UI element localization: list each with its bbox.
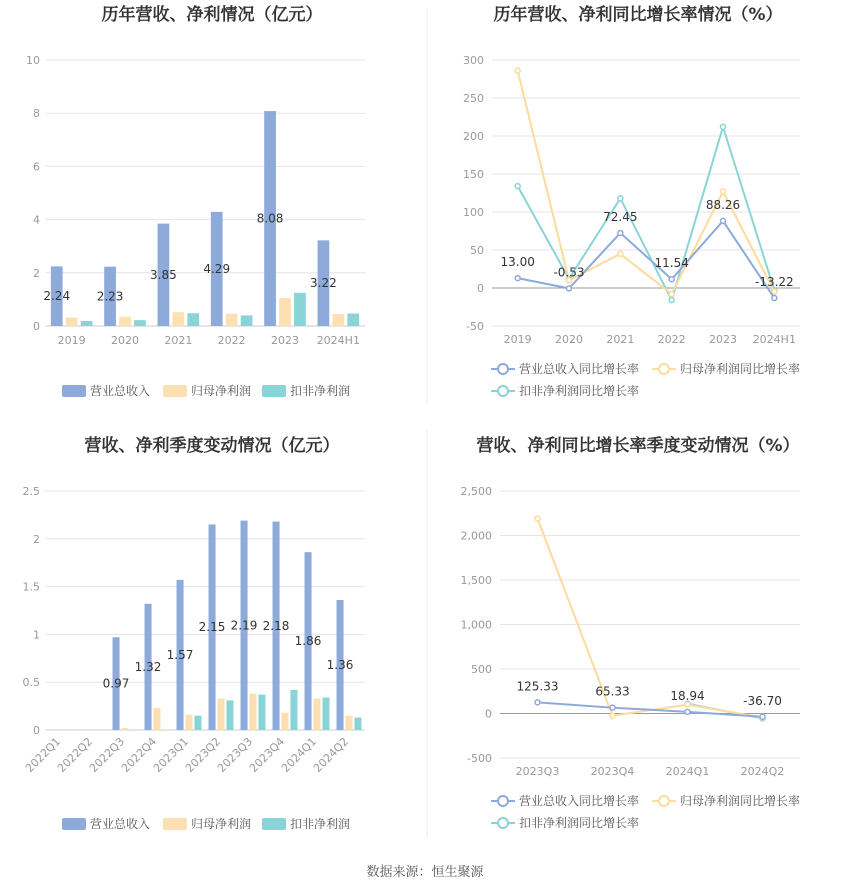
x-tick-label: 2024Q1 [279,734,320,775]
x-tick-label: 2022Q1 [23,734,64,775]
y-tick-label: 0.5 [22,676,40,690]
y-tick-label: 200 [463,130,484,143]
x-tick-label: 2023 [709,333,737,346]
bar-net-profit [281,713,288,730]
data-point [760,714,765,719]
x-tick-label: 2023Q3 [515,765,560,778]
y-tick-label: 0 [485,707,492,721]
x-tick-label: 2022 [657,333,686,346]
y-tick-label: -50 [466,320,484,333]
data-label: -0.53 [553,265,585,280]
data-label: 8.08 [256,211,284,226]
chart-title: 营收、净利季度变动情况（亿元） [84,436,340,456]
bar-net-profit [66,317,78,326]
x-tick-label: 2020 [111,334,139,347]
data-label: 72.45 [603,209,638,224]
bar-deducted-profit [322,697,329,730]
data-point [610,713,615,718]
data-label: 2.23 [96,289,124,304]
data-label: 65.33 [595,684,630,699]
bar-net-profit [332,314,344,326]
bar-deducted-profit [347,313,359,326]
y-tick-label: 1,500 [460,574,492,587]
series-line-net-profit-growth [538,519,763,718]
y-tick-label: 150 [463,168,484,181]
bar-deducted-profit [354,718,361,730]
legend-label: 归母净利润 [191,817,252,831]
bar-net-profit [119,317,131,326]
legend-label: 归母净利润同比增长率 [680,794,801,808]
series-line-revenue-growth [518,221,775,298]
data-point [772,289,777,294]
bar-deducted-profit [258,695,265,730]
x-tick-label: 2022Q3 [87,734,128,775]
data-point [535,700,540,705]
legend-label: 营业总收入 [90,817,151,831]
x-tick-label: 2019 [503,333,532,346]
data-label: -36.70 [743,693,782,708]
legend-swatch [262,818,286,830]
x-tick-label: 2023Q4 [590,765,635,778]
x-tick-label: 2024Q2 [740,765,785,778]
bar-net-profit [249,694,256,730]
data-point [772,296,777,301]
x-tick-label: 2024Q2 [311,734,352,775]
data-point [610,705,615,710]
data-label: 88.26 [705,197,741,212]
y-tick-label: 8 [33,107,40,121]
bar-deducted-profit [294,293,306,326]
x-tick-label: 2024H1 [752,333,796,346]
data-label: 1.36 [326,657,354,672]
data-point [721,218,726,223]
data-point [618,196,623,201]
y-tick-label: 4 [33,213,40,227]
data-point [721,124,726,129]
legend-swatch [163,385,187,397]
y-tick-label: 300 [463,54,484,67]
x-tick-label: 2023Q2 [183,734,224,775]
y-tick-label: 1,000 [460,618,492,632]
y-tick-label: 2,500 [460,485,492,498]
y-tick-label: 250 [463,92,484,105]
legend-swatch [262,385,286,397]
data-point [669,277,674,282]
data-point [515,68,520,73]
data-point [721,189,726,194]
legend-swatch [62,385,86,397]
legend-marker [659,796,669,806]
bar-net-profit [121,728,128,730]
x-tick-label: 2021 [606,333,635,346]
x-tick-label: 2022Q4 [119,734,160,775]
bar-deducted-profit [194,716,201,730]
data-label: 2.19 [230,618,258,633]
data-point [685,702,690,707]
data-source-label: 数据来源：恒生聚源 [366,865,484,880]
y-tick-label: 2,000 [460,529,492,543]
bar-deducted-profit [290,690,297,730]
data-point [618,251,623,256]
bar-net-profit [279,298,291,326]
bar-deducted-profit [241,315,253,326]
chart-title: 历年营收、净利同比增长率情况（%） [493,5,783,25]
legend-label: 扣非净利润同比增长率 [519,816,640,830]
legend-label: 扣非净利润 [290,384,351,398]
bar-net-profit [313,698,320,730]
data-point [669,292,674,297]
x-tick-label: 2023Q3 [215,734,256,775]
y-tick-label: 0 [33,320,40,333]
bar-net-profit [185,715,192,730]
y-tick-label: 500 [471,663,492,676]
bar-deducted-profit [226,700,233,730]
data-point [535,516,540,521]
bar-deducted-profit [134,320,146,326]
data-label: 1.86 [294,634,322,649]
y-tick-label: 0 [33,724,40,737]
x-tick-label: 2024H1 [316,334,360,347]
x-tick-label: 2024Q1 [665,765,710,778]
data-label: 11.54 [654,256,689,271]
bar-net-profit [153,708,160,730]
data-label: 2.18 [262,618,290,633]
bar-net-profit [217,698,224,730]
legend-marker [498,796,508,806]
legend-swatch [62,818,86,830]
x-tick-label: 2021 [164,334,193,347]
y-tick-label: 1.5 [22,580,40,594]
legend-label: 归母净利润同比增长率 [680,362,801,376]
legend-swatch [163,818,187,830]
y-tick-label: 50 [470,244,484,257]
y-tick-label: -500 [467,752,492,765]
legend-label: 营业总收入同比增长率 [519,794,640,808]
series-line-revenue-growth [538,702,763,716]
data-label: 3.85 [150,267,177,282]
y-tick-label: 10 [26,54,40,67]
data-label: 13.00 [500,255,535,270]
x-tick-label: 2023Q1 [151,734,192,775]
legend-marker [498,818,508,828]
y-tick-label: 2.5 [22,485,40,498]
bar-deducted-profit [81,321,93,326]
legend-label: 归母净利润 [191,384,252,398]
legend-label: 营业总收入同比增长率 [519,362,640,376]
data-label: 2.24 [43,289,71,304]
y-tick-label: 2 [33,532,40,546]
data-label: 2.15 [198,620,226,635]
y-tick-label: 6 [33,160,40,174]
data-label: 0.97 [102,676,130,691]
data-point [515,184,520,189]
bar-deducted-profit [187,313,199,326]
y-tick-label: 1 [33,628,40,642]
data-label: 18.94 [670,688,705,703]
data-point [567,286,572,291]
chart-title: 历年营收、净利情况（亿元） [101,5,323,25]
x-tick-label: 2023Q4 [247,734,288,775]
chart-title: 营收、净利同比增长率季度变动情况（%） [476,436,800,456]
x-tick-label: 2019 [57,334,86,347]
data-point [685,709,690,714]
data-label: 125.33 [516,679,559,694]
data-point [618,230,623,235]
series-line-net-profit-growth [518,71,775,294]
bar-net-profit [172,312,184,326]
data-label: -13.22 [754,275,794,290]
data-label: 1.57 [166,647,194,662]
x-tick-label: 2022 [217,334,246,347]
data-point [515,276,520,281]
legend-label: 营业总收入 [90,384,151,398]
x-tick-label: 2022Q2 [55,734,96,775]
y-tick-label: 100 [463,206,484,219]
legend-label: 扣非净利润 [290,817,351,831]
x-tick-label: 2020 [555,333,583,346]
legend-label: 扣非净利润同比增长率 [519,384,640,398]
data-label: 3.22 [310,276,337,291]
bar-net-profit [226,314,238,326]
y-tick-label: 2 [33,266,40,280]
legend-marker [659,364,669,374]
legend-marker [498,364,508,374]
bar-net-profit [345,716,352,730]
y-tick-label: 0 [477,282,484,295]
x-tick-label: 2023 [271,334,299,347]
data-point [669,298,674,303]
legend-marker [498,386,508,396]
data-label: 1.32 [134,659,162,674]
data-label: 4.29 [203,261,231,276]
